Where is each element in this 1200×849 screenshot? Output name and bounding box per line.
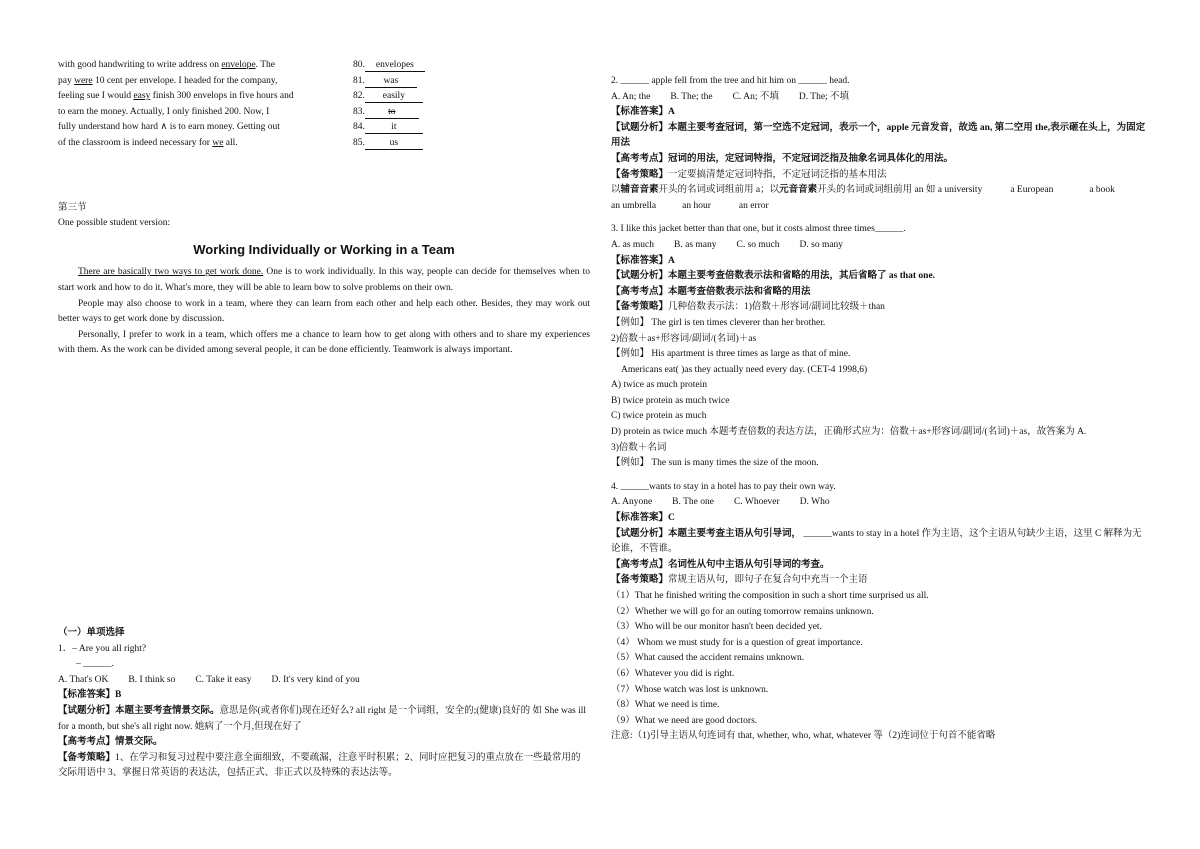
question-4 (611, 480, 1151, 745)
standard-answer: 【标准答案】A (611, 255, 675, 266)
question-3 (611, 222, 1151, 472)
example-sentence: Americans eat( )as they actually need every day. (CET-4 1998,6) (621, 364, 868, 375)
strategy (611, 573, 1151, 589)
option-c: C. so much (736, 239, 780, 250)
strategy-text: 几种倍数表示法：1)倍数＋形容词/副词比较级＋than (668, 302, 885, 313)
section-heading: 第三节 (58, 202, 87, 213)
list-item: （3）Who will be our monitor hasn't been decided yet. (611, 622, 822, 633)
answer-blank: envelopes (365, 59, 425, 72)
passage-text: pay (58, 75, 75, 86)
strategy-tag: 【备考策略】 (58, 752, 116, 763)
question-options (611, 238, 1151, 254)
section3 (58, 201, 590, 359)
passage-text-after: . The (255, 60, 275, 70)
passage-text-after: 10 cent per envelope. I headed for the company, (92, 75, 278, 86)
option-c: C. Take it easy (195, 674, 252, 685)
rule-text: 开头的名词或词组前用 a；以 (658, 185, 780, 196)
passage-error-word: envelope (221, 60, 256, 70)
example-option: D) protein as twice much 本题考查倍数的表达方法，正确形式应为：倍数＋as+形容词/副词/(名词)＋as，故答案为 A. (611, 427, 1087, 438)
list-item: （6）Whatever you did is right. (611, 668, 735, 679)
passage-row (58, 120, 590, 136)
essay-paragraph-1 (58, 265, 590, 296)
answer-blank: was (365, 75, 417, 88)
question-options (611, 90, 1151, 106)
option-b: B. The one (672, 497, 714, 508)
passage-text: to earn the money. Actually, I only finished 200. Now, I (58, 106, 270, 117)
rule-bold: 辅音音素 (620, 185, 659, 196)
question-stem: 3. I like this jacket better than that one, but it costs almost three times______. (611, 224, 906, 235)
question-options (611, 495, 1151, 511)
passage-text-after: finish 300 envelops in five hours and (150, 91, 294, 102)
passage-row (58, 58, 590, 74)
left-column (58, 58, 590, 359)
passage-row (58, 89, 590, 105)
option-b: B. as many (674, 239, 717, 250)
list-item: （2）Whether we will go for an outing tomorrow remains unknown. (611, 606, 874, 617)
rule-bold: 元音音素 (779, 185, 818, 196)
option-a: A. That's OK (58, 674, 109, 685)
option-b: B. The; the (670, 91, 713, 102)
option-d: D. It's very kind of you (271, 674, 360, 685)
question-stem: 1．– Are you all right? (58, 643, 147, 654)
standard-answer: 【标准答案】C (611, 513, 675, 524)
passage-text: with good handwriting to write address on (58, 60, 222, 70)
option-a: A. An; the (611, 91, 651, 102)
article-examples (611, 199, 1151, 215)
passage-error-word: we (212, 137, 224, 148)
right-column (611, 74, 1151, 745)
strategy-tag: 【备考策略】 (611, 575, 669, 586)
strategy-tag: 【备考策略】 (611, 169, 669, 180)
article-example: a European (1010, 185, 1054, 196)
article-rule (611, 183, 1151, 199)
rule-text: 以 (611, 185, 621, 196)
question-stem: 2. ______ apple fell from the tree and hit him on ______ head. (611, 76, 850, 86)
analysis-tag: 【试题分析】本题主要考查主语从句引导词， (611, 528, 802, 539)
passage-correction (58, 58, 590, 152)
exam-point: 【高考考点】名词性从句中主语从句引导词的考查。 (611, 559, 830, 570)
essay-title: Working Individually or Working in a Team (193, 241, 455, 257)
analysis: 【试题分析】本题主要考查冠词，第一空选不定冠词，表示一个，apple 元音发音，故选 an, 第二空用 the,表示砸在头上，为固定用法 (611, 122, 1146, 149)
strategy (58, 751, 590, 782)
passage-row (58, 136, 590, 152)
answer-blank: to (365, 106, 419, 119)
rule-line: 2)倍数＋as+形容词/副词/(名词)＋as (611, 333, 757, 344)
answer-number: 80. (353, 60, 365, 70)
option-b: B. I think so (128, 674, 176, 685)
analysis: 【试题分析】本题主要考查倍数表示法和省略的用法，其后省略了 as that one. (611, 271, 936, 282)
answer-blank: it (365, 121, 423, 134)
strategy-tag: 【备考策略】 (611, 302, 669, 313)
option-a: A. as much (611, 239, 655, 250)
answer-number: 81. (353, 75, 365, 86)
example-sentence: 【例如】 The girl is ten times cleverer than her brother. (611, 317, 826, 328)
example-option: B) twice protein as much twice (611, 395, 730, 406)
analysis-tag: 【试题分析】本题主要考查情景交际。 (58, 705, 220, 716)
list-item: （5）What caused the accident remains unknown. (611, 653, 805, 664)
passage-row (58, 105, 590, 121)
standard-answer: 【标准答案】A (611, 107, 675, 118)
answer-number: 82. (353, 91, 365, 102)
list-item: （1）That he finished writing the composition in such a short time surprised us all. (611, 591, 929, 601)
answer-number: 85. (353, 137, 365, 148)
analysis (611, 527, 1151, 558)
option-d: D. Who (799, 497, 830, 508)
answer-number: 83. (353, 106, 365, 117)
example-sentence: 【例如】 The sun is many times the size of the moon. (611, 458, 819, 469)
option-c: C. Whoever (733, 497, 780, 508)
essay-paragraph-2: People may also choose to work in a team, where they can learn from each other and help each other. Besides, they may work out better ways to get work done by discussion. (58, 298, 590, 325)
option-a: A. Anyone (611, 497, 653, 508)
rule-line: 3)倍数＋名词 (611, 442, 667, 453)
article-example: an umbrella (611, 200, 657, 211)
passage-text: fully understand how hard ∧ is to earn money. Getting out (58, 122, 280, 133)
strategy (611, 300, 1151, 316)
list-item: （8）What we need is time. (611, 700, 720, 711)
passage-row (58, 74, 590, 90)
analysis (58, 704, 590, 735)
answer-number: 84. (353, 122, 365, 133)
example-sentence: 【例如】 His apartment is three times as large as that of mine. (611, 349, 851, 360)
article-example: an hour (682, 200, 711, 211)
strategy-text: 1、在学习和复习过程中要注意全面细致，不要疏漏，注意平时积累；2、同时应把复习的重点放在一些最常用的交际用语中 3、掌握日常英语的表达法，包括正式、非正式以及特殊的表达法等。 (58, 752, 581, 779)
example-option: A) twice as much protein (611, 380, 708, 391)
question-stem: 4. ______wants to stay in a hotel has to pay their own way. (611, 481, 836, 492)
option-d: D. The; 不填 (798, 91, 850, 102)
list-item: （9）What we need are good doctors. (611, 715, 758, 726)
answer-blank: easily (365, 90, 423, 103)
exam-point: 【高考考点】情景交际。 (58, 737, 163, 748)
analysis-text: 意思是你(或者你们)现在还好么? all right 是一个词组，安全的;(健康)良好的 如 She was ill for a month, but she's all right now. 她病了一个月,但现在好了 (58, 705, 587, 732)
standard-answer: 【标准答案】B (58, 690, 122, 701)
answer-blank: us (365, 137, 423, 150)
strategy-text: 一定要搞清楚定冠词特指，不定冠词泛指的基本用法 (668, 169, 887, 180)
analysis-text: ______wants to stay in a hotel 作为主语，这个主语从句缺少主语，这里 C 解释为无论谁，不管谁。 (611, 528, 1142, 555)
note: 注意:（1)引导主语从句连词有 that, whether, who, what, whatever 等（2)连词位于句首不能省略 (611, 731, 996, 742)
list-item: （7）Whose watch was lost is unknown. (611, 684, 769, 695)
exam-point: 【高考考点】本题考查倍数表示法和省略的用法 (611, 286, 811, 297)
rule-text: 开头的名词或词组前用 an 如 a university (817, 185, 983, 196)
exam-point: 【高考考点】冠词的用法，定冠词特指，不定冠词泛指及抽象名词具体化的用法。 (611, 153, 954, 164)
passage-error-word: were (74, 75, 93, 86)
essay-topic-sentence: There are basically two ways to get work done. (78, 267, 264, 278)
passage-text: feeling sue I would (58, 91, 134, 102)
passage-text: of the classroom is indeed necessary for (58, 137, 213, 148)
question-1 (58, 626, 590, 782)
strategy (611, 168, 1151, 184)
example-option: C) twice protein as much (611, 411, 707, 422)
list-item: （4） Whom we must study for is a question of great importance. (611, 637, 863, 648)
article-example: an error (738, 200, 769, 211)
passage-error-word: easy (133, 91, 151, 102)
section-intro: One possible student version: (58, 218, 171, 229)
article-example: a book (1089, 185, 1115, 196)
section-heading: （一）单项选择 (58, 628, 125, 638)
essay-paragraph-text: One is to work individually. In this way, people can decide for themselves when to start work and how to do it. What's more, they will be able to learn bow to solve problems on their own. (58, 267, 590, 293)
question-2 (611, 74, 1151, 214)
option-d: D. so many (799, 239, 844, 250)
essay-paragraph-3: Personally, I prefer to work in a team, which offers me a chance to learn how to get along with others and to share my experiences with them. As the work can be divided among several people, it can be done efficiently. Teamwork is always important. (58, 329, 590, 356)
strategy-text: 常规主语从句，即句子在复合句中充当一个主语 (668, 575, 868, 586)
passage-text-after: all. (223, 137, 238, 148)
question-options (58, 673, 590, 689)
question-stem-reply: – ______. (76, 659, 114, 670)
option-c: C. An; 不填 (732, 91, 779, 102)
